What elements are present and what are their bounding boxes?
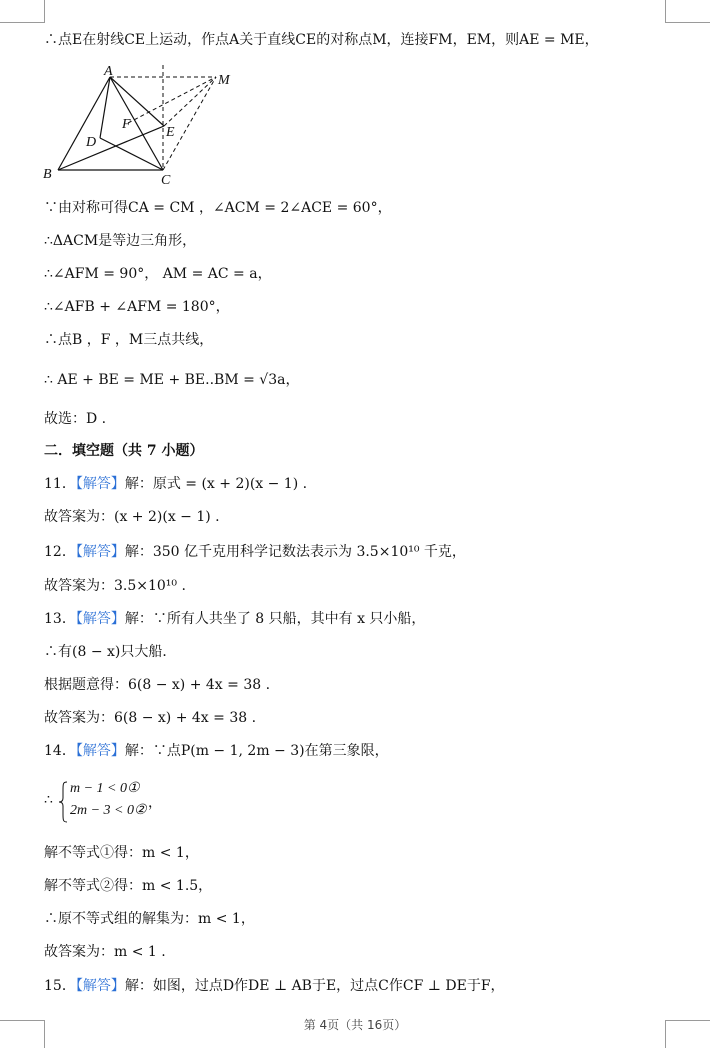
q14-line-5: ∴原不等式组的解集为：m < 1， <box>44 911 255 927</box>
solution-line-3: ∴ΔACM是等边三角形， <box>44 233 197 249</box>
q11-line-1 <box>44 474 307 494</box>
question-number: 13． <box>44 611 76 627</box>
solution-line-2: ∵由对称可得CA = CM ，∠ACM = 2∠ACE = 60°， <box>44 200 392 216</box>
q14-line-1 <box>44 741 389 761</box>
q13-answer: 故答案为：6(8 − x) + 4x = 38 . <box>44 710 257 726</box>
question-number: 15． <box>44 978 76 994</box>
q13-line-1 <box>44 609 425 629</box>
question-text: 解：如图，过点D作DE ⊥ AB于E，过点C作CF ⊥ DE于F， <box>124 978 505 994</box>
label-e: E <box>166 125 175 140</box>
section-heading: 二．填空题（共 7 小题） <box>44 443 204 459</box>
corner-mark-top-left <box>0 0 45 23</box>
solution-tag: 【解答】 <box>75 544 125 560</box>
question-number: 12． <box>44 544 76 560</box>
q12-line-1 <box>44 542 466 562</box>
segment-be <box>58 126 164 170</box>
corner-mark-top-right <box>665 0 710 23</box>
question-number: 11． <box>44 476 76 492</box>
label-c: C <box>161 173 171 188</box>
q11-answer: 故答案为：(x + 2)(x − 1) . <box>44 509 220 525</box>
question-text: 解：原式 = (x + 2)(x − 1) . <box>124 476 308 492</box>
solution-line-5: ∴∠AFB + ∠AFM = 180°， <box>44 299 230 315</box>
therefore-symbol: ∴ <box>44 792 53 808</box>
label-d: D <box>86 135 97 150</box>
label-a: A <box>104 64 113 79</box>
geometry-figure <box>38 60 238 188</box>
label-f: F <box>122 117 131 132</box>
question-number: 14． <box>44 743 76 759</box>
solution-tag: 【解答】 <box>75 611 125 627</box>
question-text: 解：∵所有人共坐了 8 只船，其中有 x 只小船， <box>124 611 426 627</box>
solution-line-1: ∴点E在射线CE上运动，作点A关于直线CE的对称点M，连接FM，EM，则AE = ME， <box>44 32 599 48</box>
inequality-row-1: m − 1 < 0① <box>70 781 140 796</box>
label-m: M <box>218 73 230 88</box>
solution-line-6: ∴点B ，F ，M三点共线， <box>44 332 214 348</box>
question-text: 解：350 亿千克用科学记数法表示为 3.5×10¹⁰ 千克， <box>124 544 466 560</box>
segment-cm-dashed <box>163 77 216 170</box>
q13-line-3: 根据题意得：6(8 − x) + 4x = 38 . <box>44 677 271 693</box>
inequality-row-2: 2m − 3 < 0② <box>70 803 147 818</box>
system-comma: ， <box>148 795 162 811</box>
segment-em-dashed <box>164 77 216 126</box>
q15-line-1 <box>44 976 505 996</box>
solution-tag: 【解答】 <box>75 978 125 994</box>
q13-line-2: ∴有(8 − x)只大船． <box>44 644 177 660</box>
solution-tag: 【解答】 <box>75 743 125 759</box>
label-b: B <box>43 167 52 182</box>
left-brace-icon <box>58 780 68 824</box>
q12-answer: 故答案为：3.5×10¹⁰ . <box>44 578 186 594</box>
q14-line-3: 解不等式①得：m < 1， <box>44 845 199 861</box>
page-footer: 第 4页（共 16页） <box>303 1018 407 1032</box>
solution-line-7: ∴ AE + BE = ME + BE..BM = √3a， <box>44 372 300 388</box>
q14-answer: 故答案为：m < 1 . <box>44 944 166 960</box>
answer-choice-line: 故选：D . <box>44 411 107 427</box>
q14-inequality-system <box>44 780 184 824</box>
q14-line-4: 解不等式②得：m < 1.5， <box>44 878 213 894</box>
solution-line-4: ∴∠AFM = 90°， AM = AC = a， <box>44 266 272 282</box>
solution-tag: 【解答】 <box>75 476 125 492</box>
question-text: 解：∵点P(m − 1, 2m − 3)在第三象限， <box>124 743 389 759</box>
